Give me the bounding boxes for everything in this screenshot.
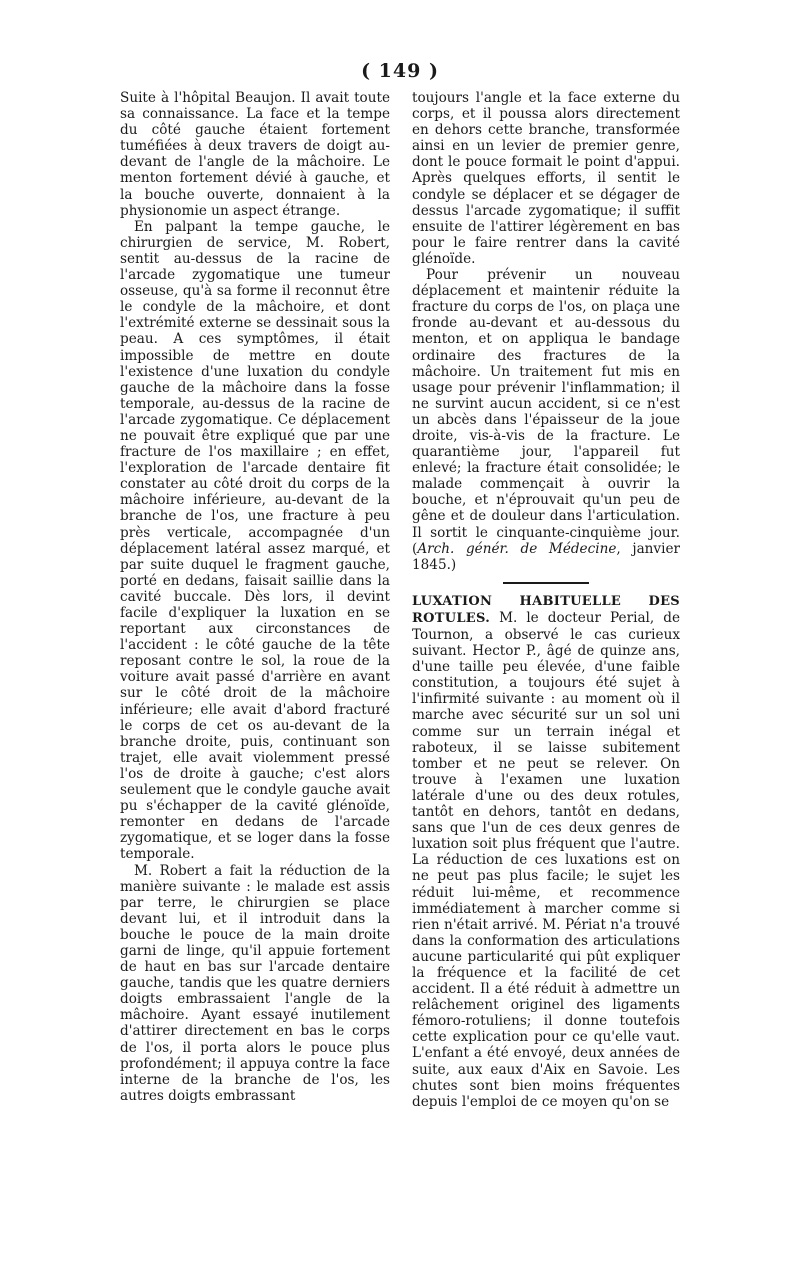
right-paragraph-2-text: Pour prévenir un nouveau déplacement et maintenir réduite la fracture du corps de l'os, on plaça une fronde au-devant et au-dessous du menton, et on appliqua le bandage ordinaire des fractures de la mâchoire. Un traitement fut mis en usage pour prévenir l'inflammation; il ne survint aucun accident, si ce n'est un abcès dans l'épaisseur de la joue droite, vis-à-vis de la fracture. Le quarantième jour, l'appareil fut enlevé; la fracture était consolidée; le malade commençait à ouvrir la bouche, et n'éprouvait qu'un peu de gêne et de douleur dans l'articulation. Il sortit le cinquante-cinquième jour. ( <box>412 267 680 557</box>
citation-source: Arch. génér. de Médecine <box>417 540 617 557</box>
article-paragraph <box>412 593 680 1110</box>
citation-tail: , janvier 1845.) <box>412 540 680 573</box>
page-number: ( 149 ) <box>361 60 439 82</box>
left-paragraph-2: En palpant la tempe gauche, le chirurgien de service, M. Robert, sentit au-dessus de la racine de l'arcade zygomatique une tumeur osseuse, qu'à sa forme il reconnut être le condyle de la mâchoire, et dont l'extrémité externe se dessinait sous la peau. A ces symptômes, il était impossible de mettre en doute l'existence d'une luxation du condyle gauche de la mâchoire dans la fosse temporale, au-dessus de la racine de l'arcade zygomatique. Ce déplacement ne pouvait être expliqué que par une fracture de l'os maxillaire ; en effet, l'exploration de l'arcade dentaire fit constater au côté droit du corps de la mâchoire inférieure, au-devant de la branche de l'os, une fracture à peu près verticale, accompagnée d'un déplacement latéral assez marqué, et par suite duquel le fragment gauche, porté en dedans, faisait saillie dans la cavité buccale. Dès lors, il devint facile d'expliquer la luxation en se reportant aux circonstances de l'accident : le côté gauche de la tête reposant contre le sol, la roue de la voiture avait passé d'arrière en avant sur le côté droit de la mâchoire inférieure; elle avait d'abord fracturé le corps de cet os au-devant de la branche droite, puis, continuant son trajet, elle avait violemment pressé l'os de droite à gauche; c'est alors seulement que le condyle gauche avait pu s'échapper de la cavité glénoïde, remonter en dedans de l'arcade zygomatique, et se loger dans la fosse temporale. <box>120 218 390 863</box>
article-body: M. le docteur Perial, de Tournon, a observé le cas curieux suivant. Hector P., âgé de quinze ans, d'une taille peu élevée, d'une faible constitution, a toujours été sujet à l'infirmité suivante : au moment où il marche avec sécurité sur un sol uni comme sur un terrain inégal et raboteux, il se laisse subitement tomber et ne peut se relever. On trouve à l'examen une luxation latérale d'une ou des deux rotules, tantôt en dehors, tantôt en dedans, sans que l'un de ces deux genres de luxation soit plus fréquent que l'autre. La réduction de ces luxations est on ne peut pas plus facile; le sujet les réduit lui-même, et recommence immédiatement à marcher comme si rien n'était arrivé. M. Périat n'a trouvé dans la conformation des articulations aucune particularité qui pût expliquer la fréquence et la facilité de cet accident. Il a été réduit à admettre un relâchement originel des ligaments fémoro-rotuliens; il donne toutefois cette explication pour ce qu'elle vaut. L'enfant a été envoyé, deux années de suite, aux eaux d'Aix en Savoie. Les chutes sont bien moins fréquentes depuis l'emploi de ce moyen qu'on se <box>412 609 680 1110</box>
left-paragraph-1: Suite à l'hôpital Beaujon. Il avait toute sa connaissance. La face et la tempe du côté gauche étaient fortement tuméfiées à deux travers de doigt au-devant de l'angle de la mâchoire. Le menton fortement dévié à gauche, et la bouche ouverte, donnaient à la physionomie un aspect étrange. <box>120 90 390 219</box>
left-column <box>120 90 390 1104</box>
right-column <box>412 90 680 1110</box>
right-paragraph-1: toujours l'angle et la face externe du corps, et il poussa alors directement en dehors cette branche, transformée ainsi en un levier de premier genre, dont le pouce formait le point d'appui. Après quelques efforts, il sentit le condyle se déplacer et se dégager de dessus l'arcade zygomatique; il suffit ensuite de l'attirer légèrement en bas pour le faire rentrer dans la cavité glénoïde. <box>412 90 680 267</box>
right-paragraph-2 <box>412 267 680 573</box>
article-heading: LUXATION HABITUELLE DES ROTULES. <box>412 593 680 626</box>
section-divider <box>503 582 589 584</box>
left-paragraph-3: M. Robert a fait la réduction de la manière suivante : le malade est assis par terre, le chirurgien se place devant lui, et il introduit dans la bouche le pouce de la main droite garni de linge, qu'il appuie fortement de haut en bas sur l'arcade dentaire gauche, tandis que les quatre derniers doigts embrassaient l'angle de la mâchoire. Ayant essayé inutilement d'attirer directement en bas le corps de l'os, il porta alors le pouce plus profondément; il appuya contre la face interne de la branche de l'os, les autres doigts embrassant <box>120 862 390 1104</box>
